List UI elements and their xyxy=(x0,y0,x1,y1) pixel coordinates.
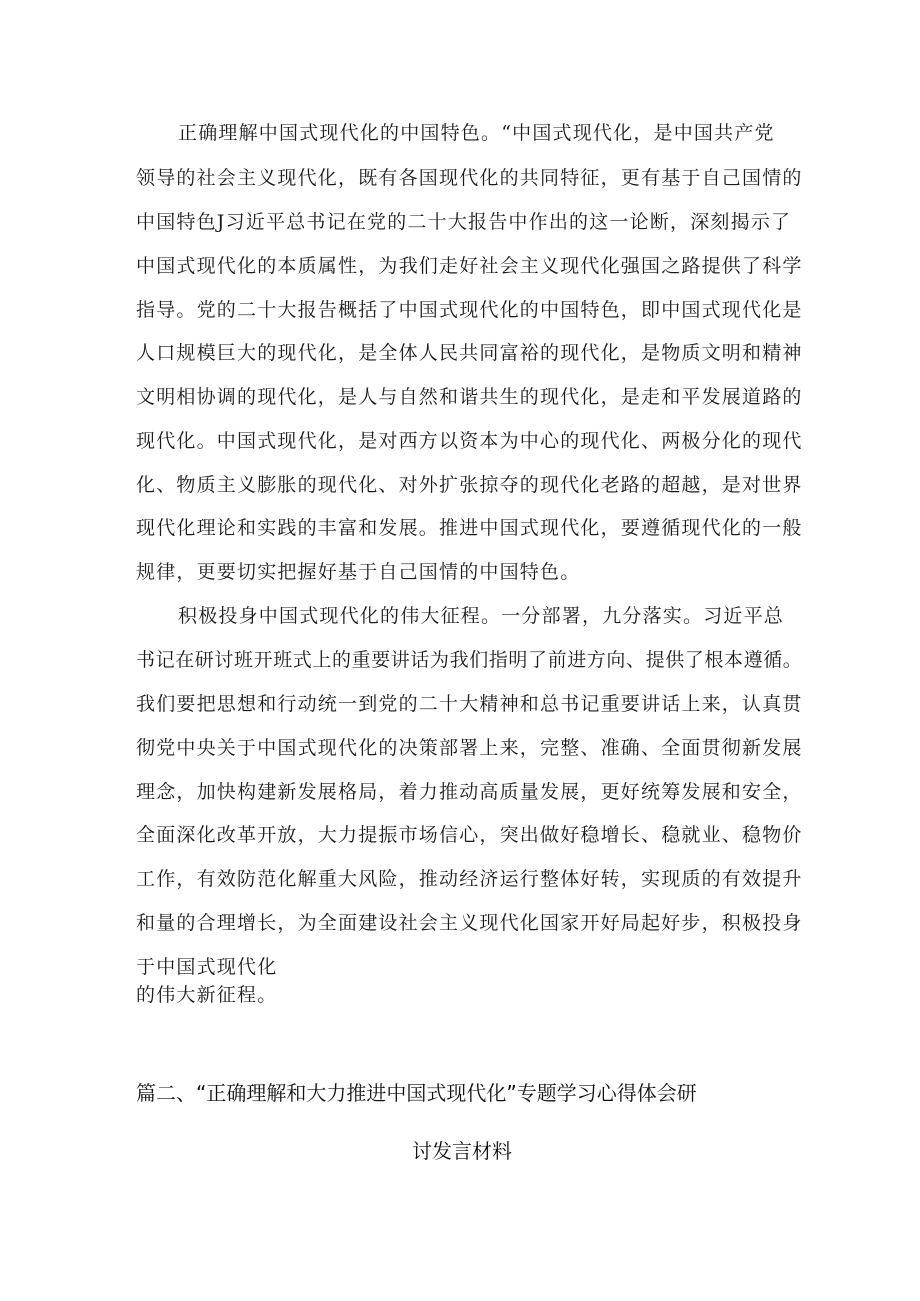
paragraph-1-line: 现代化。中国式现代化，是对西方以资本为中心的现代化、两极分化的现代 xyxy=(136,430,803,452)
paragraph-1-line: 规律，更要切实把握好基于自己国情的中国特色。 xyxy=(136,561,581,583)
paragraph-2-line: 和量的合理增长，为全面建设社会主义现代化国家开好局起好步，积极投身 xyxy=(136,912,803,934)
paragraph-2-line: 的伟大新征程。 xyxy=(136,984,278,1006)
paragraph-2-line: 全面深化改革开放，大力提振市场信心，突出做好稳增长、稳就业、稳物价 xyxy=(136,824,803,846)
paragraph-1-line: 领导的社会主义现代化，既有各国现代化的共同特征，更有基于自己国情的 xyxy=(136,167,803,189)
paragraph-2-line: 彻党中央关于中国式现代化的决策部署上来，完整、准确、全面贯彻新发展 xyxy=(136,737,803,759)
paragraph-1-line: 化、物质主义膨胀的现代化、对外扩张掠夺的现代化老路的超越，是对世界 xyxy=(136,474,803,496)
paragraph-2-line: 于中国式现代化 xyxy=(136,956,278,978)
paragraph-1-line: 中国特色J习近平总书记在党的二十大报告中作出的这一论断，深刻揭示了 xyxy=(136,211,792,233)
paragraph-1-line: 人口规模巨大的现代化，是全体人民共同富裕的现代化，是物质文明和精神 xyxy=(136,342,803,364)
paragraph-1-line: 指导。党的二十大报告概括了中国式现代化的中国特色，即中国式现代化是 xyxy=(136,299,803,321)
paragraph-2-line: 积极投身中国式现代化的伟大征程。一分部署，九分落实。习近平总 xyxy=(178,605,785,627)
section-heading-line-1: 篇二、“正确理解和大力推进中国式现代化”专题学习心得体会研 xyxy=(136,1081,697,1105)
section-heading-line-2: 讨发言材料 xyxy=(412,1139,512,1163)
paragraph-2-line: 书记在研讨班开班式上的重要讲话为我们指明了前进方向、提供了根本遵循。 xyxy=(136,649,803,671)
paragraph-1-line: 现代化理论和实践的丰富和发展。推进中国式现代化，要遵循现代化的一般 xyxy=(136,517,803,539)
paragraph-2-line: 工作，有效防范化解重大风险，推动经济运行整体好转，实现质的有效提升 xyxy=(136,868,803,890)
paragraph-2-line: 理念，加快构建新发展格局，着力推动高质量发展，更好统筹发展和安全， xyxy=(136,781,803,803)
paragraph-2-line: 我们要把思想和行动统一到党的二十大精神和总书记重要讲话上来，认真贯 xyxy=(136,693,803,715)
paragraph-1-line: 正确理解中国式现代化的中国特色。“中国式现代化，是中国共产党 xyxy=(178,122,775,144)
paragraph-1-line: 中国式现代化的本质属性，为我们走好社会主义现代化强国之路提供了科学 xyxy=(136,255,803,277)
paragraph-1-line: 文明相协调的现代化，是人与自然和谐共生的现代化，是走和平发展道路的 xyxy=(136,386,803,408)
